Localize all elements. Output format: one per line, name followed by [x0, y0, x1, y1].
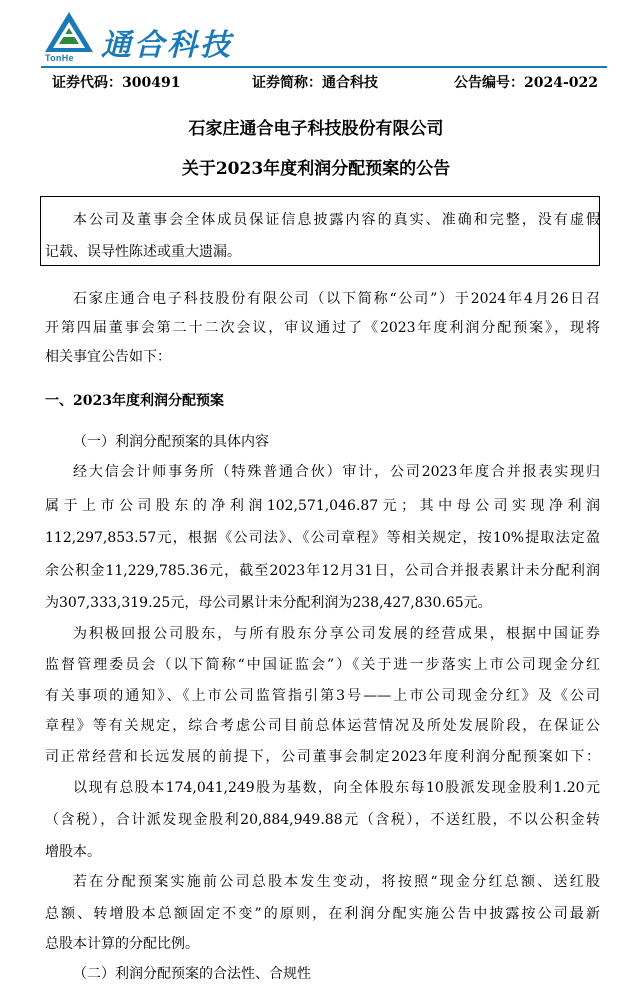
- section-heading: 一、2023年度利润分配预案: [45, 393, 224, 409]
- disclaimer-line: 记载、误导性陈述或重大遗漏。: [45, 244, 241, 260]
- stock-abbr: 证券简称：通合科技: [252, 75, 378, 91]
- intro-line: 石家庄通合电子科技股份有限公司（以下简称“公司”）于2024年4月26日召: [73, 291, 600, 307]
- announcement-number: 公告编号：2024-022: [454, 75, 598, 91]
- company-title: 石家庄通合电子科技股份有限公司: [188, 119, 444, 139]
- paragraph-line: 总股本计算的分配比例。: [45, 936, 199, 952]
- paragraph-line: 章程》等有关规定，综合考虑公司目前总体运营情况及所处发展阶段，在保证公: [45, 718, 600, 734]
- paragraph-line: 为307,333,319.25元，母公司累计未分配利润为238,427,830.65元。: [45, 595, 492, 611]
- paragraph-line: （含税），合计派发现金股利20,884,949.88元（含税），不送红股，不以公积金转: [45, 812, 600, 828]
- brand-cn: 通合科技: [101, 28, 233, 63]
- paragraph-line: 余公积金11,229,785.36元，截至2023年12月31日，公司合并报表累计未分配利润: [45, 563, 600, 579]
- subsection-heading: （二）利润分配预案的合法性、合规性: [73, 966, 311, 982]
- disclaimer-line: 本公司及董事会全体成员保证信息披露内容的真实、准确和完整，没有虚假: [73, 212, 600, 228]
- paragraph-line: 司正常经营和长远发展的前提下，公司董事会制定2023年度利润分配预案如下：: [45, 749, 600, 765]
- paragraph-line: 经大信会计师事务所（特殊普通合伙）审计，公司2023年度合并报表实现归: [73, 464, 600, 480]
- intro-line: 相关事宜公告如下：: [45, 349, 171, 365]
- brand-en: TonHe: [45, 53, 74, 63]
- paragraph-line: 112,297,853.57元，根据《公司法》、《公司章程》等相关规定，按10%提取法定盈: [45, 530, 600, 546]
- paragraph-line: 若在分配预案实施前公司总股本发生变动，将按照“现金分红总额、送红股: [73, 874, 600, 890]
- paragraph-line: 监督管理委员会（以下简称“中国证监会”）《关于进一步落实上市公司现金分红: [45, 657, 600, 673]
- paragraph-line: 总额、转增股本总额固定不变”的原则，在利润分配实施公告中披露按公司最新: [45, 906, 600, 922]
- subsection-heading: （一）利润分配预案的具体内容: [73, 434, 269, 450]
- paragraph-line: 为积极回报公司股东，与所有股东分享公司发展的经营成果，根据中国证券: [73, 626, 600, 642]
- header-divider: [41, 66, 607, 68]
- paragraph-line: 属于上市公司股东的净利润102,571,046.87元；其中母公司实现净利润: [45, 498, 600, 514]
- intro-line: 开第四届董事会第二十二次会议，审议通过了《2023年度利润分配预案》，现将: [45, 320, 600, 336]
- paragraph-line: 有关事项的通知》、《上市公司监管指引第3号——上市公司现金分红》及《公司: [45, 688, 600, 704]
- paragraph-line: 增股本。: [45, 844, 101, 860]
- announcement-title: 关于2023年度利润分配预案的公告: [181, 159, 451, 179]
- stock-code: 证券代码：300491: [52, 75, 181, 91]
- paragraph-line: 以现有总股本174,041,249股为基数，向全体股东每10股派发现金股利1.20元: [73, 780, 600, 796]
- company-logo: [43, 10, 243, 64]
